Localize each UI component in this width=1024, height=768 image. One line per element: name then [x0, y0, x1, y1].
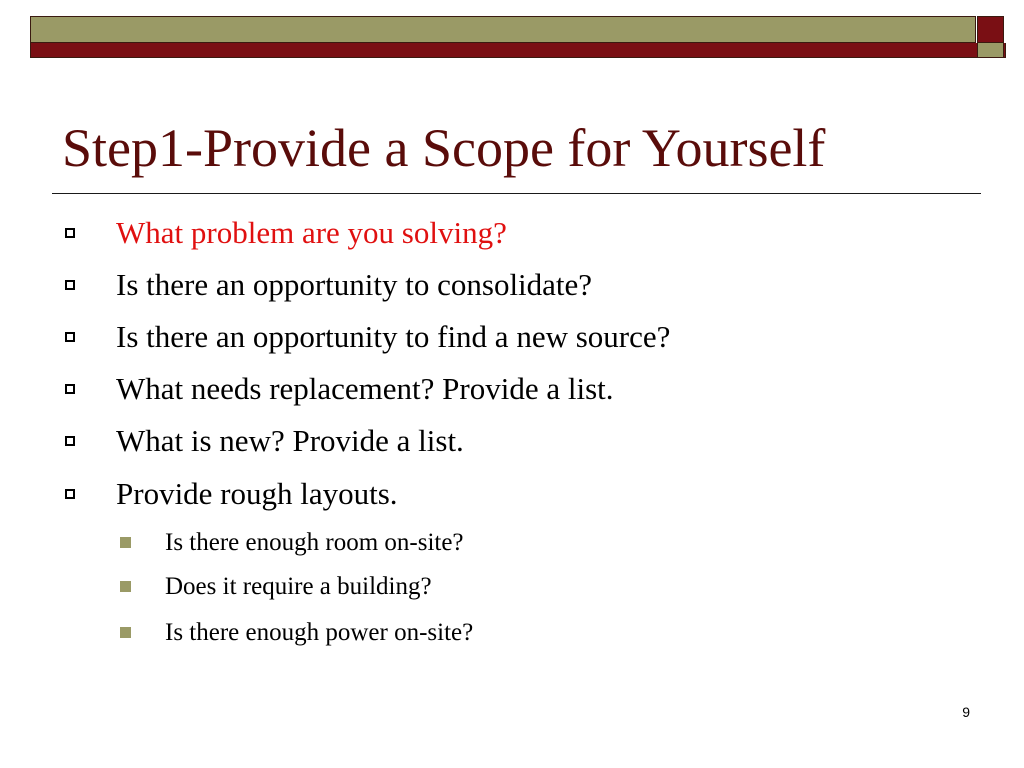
sub-bullet-text: Is there enough power on-site?: [165, 619, 474, 646]
header-band-olive: [30, 16, 976, 43]
hollow-square-icon: [65, 332, 75, 342]
header-corner-square-maroon: [977, 16, 1004, 43]
page-number: 9: [962, 704, 970, 720]
hollow-square-icon: [65, 384, 75, 394]
bullet-text: What needs replacement? Provide a list.: [116, 371, 614, 406]
hollow-square-icon: [65, 280, 75, 290]
bullet-text: Is there an opportunity to consolidate?: [116, 267, 593, 302]
slide-title: Step1-Provide a Scope for Yourself: [62, 118, 826, 178]
filled-square-icon: [120, 537, 131, 548]
title-divider: [52, 193, 981, 194]
sub-bullet-text: Does it require a building?: [165, 573, 432, 600]
filled-square-icon: [120, 627, 131, 638]
bullet-text: Is there an opportunity to find a new source?: [116, 319, 671, 354]
bullet-text: What is new? Provide a list.: [116, 423, 464, 458]
sub-bullet-text: Is there enough room on-site?: [165, 529, 464, 556]
header-corner-square-olive: [977, 43, 1004, 58]
hollow-square-icon: [65, 489, 75, 499]
hollow-square-icon: [65, 436, 75, 446]
hollow-square-icon: [65, 228, 75, 238]
filled-square-icon: [120, 581, 131, 592]
bullet-text: Provide rough layouts.: [116, 476, 398, 511]
header-band-maroon: [30, 43, 1006, 58]
bullet-text: What problem are you solving?: [116, 215, 507, 250]
